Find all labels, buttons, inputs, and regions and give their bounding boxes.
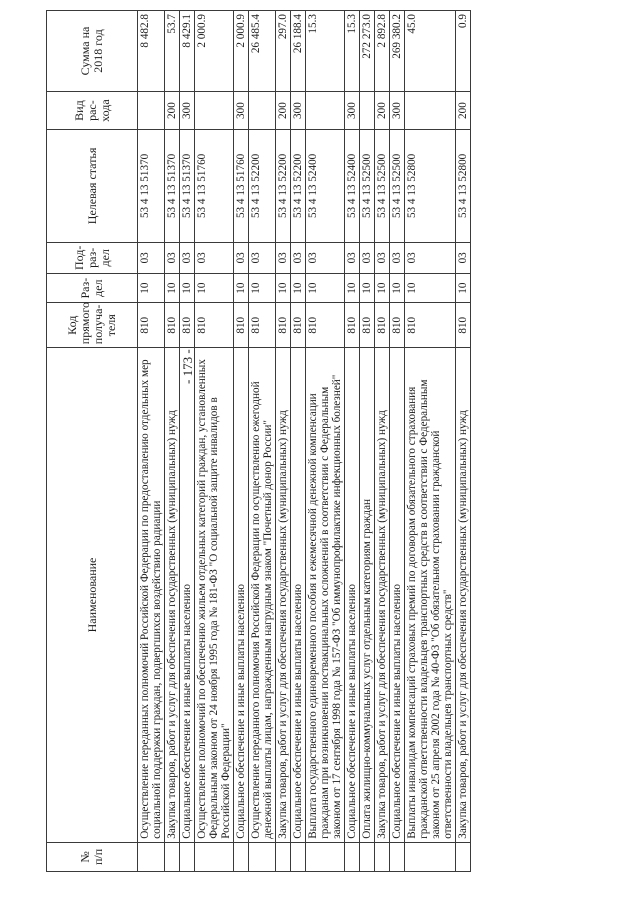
cell-target: 53 4 13 51760 (195, 130, 234, 242)
table-row (165, 11, 180, 872)
cell-sum: 0.9 (456, 11, 471, 92)
cell-num (180, 842, 195, 871)
cell-num (306, 842, 345, 871)
cell-razdel: 10 (165, 274, 180, 303)
cell-target: 53 4 13 52500 (360, 130, 375, 242)
cell-sum: 15.3 (306, 11, 345, 92)
table-row (456, 11, 471, 872)
table-row (345, 11, 360, 872)
cell-code: 810 (375, 303, 390, 348)
cell-sum: 2 892.8 (375, 11, 390, 92)
cell-sum: 45.0 (405, 11, 456, 92)
cell-num (234, 842, 249, 871)
cell-name: Оплата жилищно-коммунальных услуг отдельным категориям граждан (360, 348, 375, 843)
cell-razdel: 10 (345, 274, 360, 303)
cell-target: 53 4 13 52500 (390, 130, 405, 242)
cell-podrazdel: 03 (405, 242, 456, 273)
budget-table-container (46, 10, 471, 872)
header-vid: Вид рас-хода (47, 91, 138, 129)
cell-vid (138, 91, 165, 129)
cell-vid (249, 91, 276, 129)
cell-target: 53 4 13 51370 (138, 130, 165, 242)
table-row (234, 11, 249, 872)
cell-vid: 200 (276, 91, 291, 129)
header-code: Код прямого получа-теля (47, 303, 138, 348)
cell-name: Осуществление полномочий по обеспечению жильем отдельных категорий граждан, установленных Федеральным законом от 24 ноября 1995 года № 181-ФЗ "О социальной защите инвалидов в Российской Федерации" (195, 348, 234, 843)
cell-vid (306, 91, 345, 129)
cell-podrazdel: 03 (234, 242, 249, 273)
cell-sum: 26 485.4 (249, 11, 276, 92)
cell-num (249, 842, 276, 871)
cell-code: 810 (405, 303, 456, 348)
cell-razdel: 10 (291, 274, 306, 303)
cell-code: 810 (456, 303, 471, 348)
cell-vid: 300 (180, 91, 195, 129)
cell-name: Закупка товаров, работ и услуг для обеспечения государственных (муниципальных) нужд (456, 348, 471, 843)
cell-name: Социальное обеспечение и иные выплаты населению (180, 348, 195, 843)
cell-sum: 8 429.1 (180, 11, 195, 92)
cell-podrazdel: 03 (390, 242, 405, 273)
cell-sum: 26 188.4 (291, 11, 306, 92)
cell-sum: 297.0 (276, 11, 291, 92)
cell-vid (360, 91, 375, 129)
cell-code: 810 (306, 303, 345, 348)
cell-code: 810 (390, 303, 405, 348)
cell-code: 810 (291, 303, 306, 348)
cell-target: 53 4 13 51760 (234, 130, 249, 242)
budget-table (46, 10, 471, 872)
cell-sum: 53.7 (165, 11, 180, 92)
cell-vid (195, 91, 234, 129)
cell-num (456, 842, 471, 871)
cell-vid: 200 (375, 91, 390, 129)
cell-podrazdel: 03 (306, 242, 345, 273)
table-body (138, 11, 471, 872)
cell-razdel: 10 (360, 274, 375, 303)
cell-sum: 269 380.2 (390, 11, 405, 92)
cell-target: 53 4 13 52800 (456, 130, 471, 242)
cell-vid: 200 (165, 91, 180, 129)
cell-razdel: 10 (375, 274, 390, 303)
cell-code: 810 (360, 303, 375, 348)
cell-name: Осуществление переданного полномочия Российской Федерации по осуществлению ежегодной денежной выплаты лицам, награжденным нагрудным знаком "Почетный донор России" (249, 348, 276, 843)
cell-target: 53 4 13 52200 (291, 130, 306, 242)
cell-code: 810 (345, 303, 360, 348)
cell-name: Социальное обеспечение и иные выплаты населению (345, 348, 360, 843)
cell-num (345, 842, 360, 871)
cell-name: Закупка товаров, работ и услуг для обеспечения государственных (муниципальных) нужд (276, 348, 291, 843)
cell-razdel: 10 (390, 274, 405, 303)
cell-code: 810 (249, 303, 276, 348)
cell-target: 53 4 13 52200 (249, 130, 276, 242)
table-row (249, 11, 276, 872)
cell-num (375, 842, 390, 871)
page-number: - 173 - (180, 349, 195, 384)
cell-podrazdel: 03 (165, 242, 180, 273)
table-row (306, 11, 345, 872)
cell-podrazdel: 03 (375, 242, 390, 273)
header-name: Наименование (47, 348, 138, 843)
cell-razdel: 10 (456, 274, 471, 303)
cell-code: 810 (165, 303, 180, 348)
table-row (375, 11, 390, 872)
cell-sum: 272 273.0 (360, 11, 375, 92)
cell-razdel: 10 (249, 274, 276, 303)
cell-razdel: 10 (180, 274, 195, 303)
cell-razdel: 10 (405, 274, 456, 303)
cell-vid: 200 (456, 91, 471, 129)
cell-name: Закупка товаров, работ и услуг для обеспечения государственных (муниципальных) нужд (165, 348, 180, 843)
cell-sum: 15.3 (345, 11, 360, 92)
cell-sum: 2 000.9 (234, 11, 249, 92)
header-num: № п/п (47, 842, 138, 871)
cell-podrazdel: 03 (345, 242, 360, 273)
cell-sum: 8 482.8 (138, 11, 165, 92)
cell-razdel: 10 (234, 274, 249, 303)
cell-target: 53 4 13 52500 (375, 130, 390, 242)
cell-num (291, 842, 306, 871)
cell-target: 53 4 13 52200 (276, 130, 291, 242)
header-target: Целевая статья (47, 130, 138, 242)
table-row (138, 11, 165, 872)
cell-code: 810 (138, 303, 165, 348)
cell-podrazdel: 03 (195, 242, 234, 273)
cell-name: Социальное обеспечение и иные выплаты населению (291, 348, 306, 843)
cell-name: Выплаты инвалидам компенсаций страховых премий по договорам обязательного страхования гражданской ответственности владельцев транспортных средств в соответствии с Федеральным законом от 25 апреля 2002 года № 40-ФЗ "Об обязательном страховании гражданской ответственности владельцев транспортных средств" (405, 348, 456, 843)
cell-podrazdel: 03 (291, 242, 306, 273)
header-sum: Сумма на 2018 год (47, 11, 138, 92)
cell-vid (405, 91, 456, 129)
cell-razdel: 10 (276, 274, 291, 303)
table-row (276, 11, 291, 872)
table-row (390, 11, 405, 872)
cell-code: 810 (276, 303, 291, 348)
table-header-row (47, 11, 138, 872)
cell-podrazdel: 03 (249, 242, 276, 273)
cell-name: Осуществление переданных полномочий Российской Федерации по предоставлению отдельных мер социальной поддержки граждан, подвергшихся воздействию радиации (138, 348, 165, 843)
cell-razdel: 10 (306, 274, 345, 303)
table-row (180, 11, 195, 872)
cell-code: 810 (180, 303, 195, 348)
cell-num (165, 842, 180, 871)
table-row (405, 11, 456, 872)
cell-name: Социальное обеспечение и иные выплаты населению (234, 348, 249, 843)
cell-podrazdel: 03 (276, 242, 291, 273)
cell-razdel: 10 (138, 274, 165, 303)
cell-podrazdel: 03 (456, 242, 471, 273)
cell-target: 53 4 13 51370 (165, 130, 180, 242)
cell-name: Выплата государственного единовременного пособия и ежемесячной денежной компенсации гражданам при возникновении поствакцинальных осложнений в соответствии с Федеральным законом от 17 сентября 1998 года № 157-ФЗ "Об иммунопрофилактике инфекционных болезней" (306, 348, 345, 843)
cell-vid: 300 (345, 91, 360, 129)
cell-num (195, 842, 234, 871)
cell-num (276, 842, 291, 871)
header-podrazdel: Под-раз-дел (47, 242, 138, 273)
cell-vid: 300 (291, 91, 306, 129)
cell-num (390, 842, 405, 871)
cell-target: 53 4 13 51370 (180, 130, 195, 242)
table-row (360, 11, 375, 872)
cell-sum: 2 000.9 (195, 11, 234, 92)
table-row (291, 11, 306, 872)
table-row (195, 11, 234, 872)
cell-name: Закупка товаров, работ и услуг для обеспечения государственных (муниципальных) нужд (375, 348, 390, 843)
cell-podrazdel: 03 (360, 242, 375, 273)
cell-num (405, 842, 456, 871)
cell-vid: 300 (390, 91, 405, 129)
cell-razdel: 10 (195, 274, 234, 303)
cell-target: 53 4 13 52400 (345, 130, 360, 242)
cell-code: 810 (195, 303, 234, 348)
header-razdel: Раз-дел (47, 274, 138, 303)
cell-target: 53 4 13 52800 (405, 130, 456, 242)
cell-code: 810 (234, 303, 249, 348)
cell-podrazdel: 03 (180, 242, 195, 273)
cell-target: 53 4 13 52400 (306, 130, 345, 242)
cell-podrazdel: 03 (138, 242, 165, 273)
cell-num (138, 842, 165, 871)
cell-num (360, 842, 375, 871)
cell-name: Социальное обеспечение и иные выплаты населению (390, 348, 405, 843)
cell-vid: 300 (234, 91, 249, 129)
